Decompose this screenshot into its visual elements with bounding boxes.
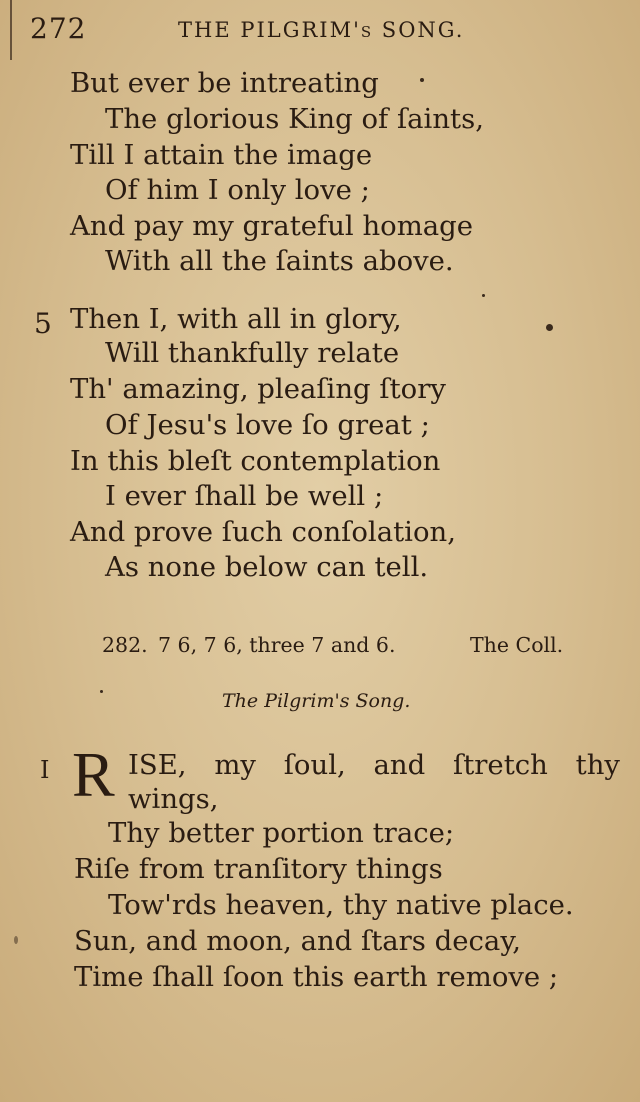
verse-line: But ever be intreating (70, 67, 379, 99)
verse-line: Riſe from tranſitory things (74, 853, 443, 885)
tune-name: The Coll. (470, 633, 564, 657)
first-line-word: ſoul, (283, 749, 346, 781)
verse-line: Tow'rds heaven, thy native place. (108, 889, 574, 921)
first-line-word: thy (575, 749, 620, 781)
paper-speck (546, 324, 553, 331)
paper-speck (100, 690, 103, 693)
paper-speck (14, 936, 18, 944)
running-title: THE PILGRIM's SONG. (178, 18, 465, 42)
hymn-meter: 7 6, 7 6, three 7 and 6. (158, 633, 396, 657)
verse-line: Th' amazing, pleaſing ſtory (70, 373, 446, 405)
verse-line: wings, (128, 783, 219, 815)
verse-line: Till I attain the image (70, 139, 373, 171)
verse-line: In this bleſt contemplation (70, 445, 441, 477)
paper-speck (482, 294, 485, 297)
verse-line: Will thankfully relate (105, 337, 400, 369)
verse-line: And prove ſuch conſolation, (70, 516, 456, 548)
verse-number: 5 (34, 307, 52, 340)
first-line-word: ſtretch (453, 749, 548, 781)
verse-line: With all the ſaints above. (105, 245, 454, 277)
verse-line: Thy better portion trace; (108, 817, 455, 849)
verse-line: Sun, and moon, and ſtars decay, (74, 925, 521, 957)
page-header (30, 12, 620, 52)
drop-cap: R (72, 739, 115, 810)
verse-line: The glorious King of ſaints, (105, 103, 484, 135)
paper-speck (420, 78, 424, 82)
first-line-word: ISE, (128, 749, 187, 781)
hymn-number: 282. (102, 633, 148, 657)
verse-line: As none below can tell. (105, 551, 429, 583)
verse-line: Time ſhall ſoon this earth remove ; (74, 961, 559, 993)
verse-line: I ever ſhall be well ; (105, 480, 384, 512)
hymn-title: The Pilgrim's Song. (222, 690, 411, 712)
first-line-word: and (373, 749, 426, 781)
verse-number: I (40, 756, 50, 784)
verse-line: Of him I only love ; (105, 174, 370, 206)
verse-line: Of Jesu's love ſo great ; (105, 409, 430, 441)
first-line-word: my (214, 749, 256, 781)
verse-line: And pay my grateful homage (70, 210, 474, 242)
verse-line: Then I, with all in glory, (70, 303, 402, 335)
page-edge (0, 0, 12, 60)
page-number: 272 (30, 12, 87, 45)
first-line (128, 749, 620, 781)
